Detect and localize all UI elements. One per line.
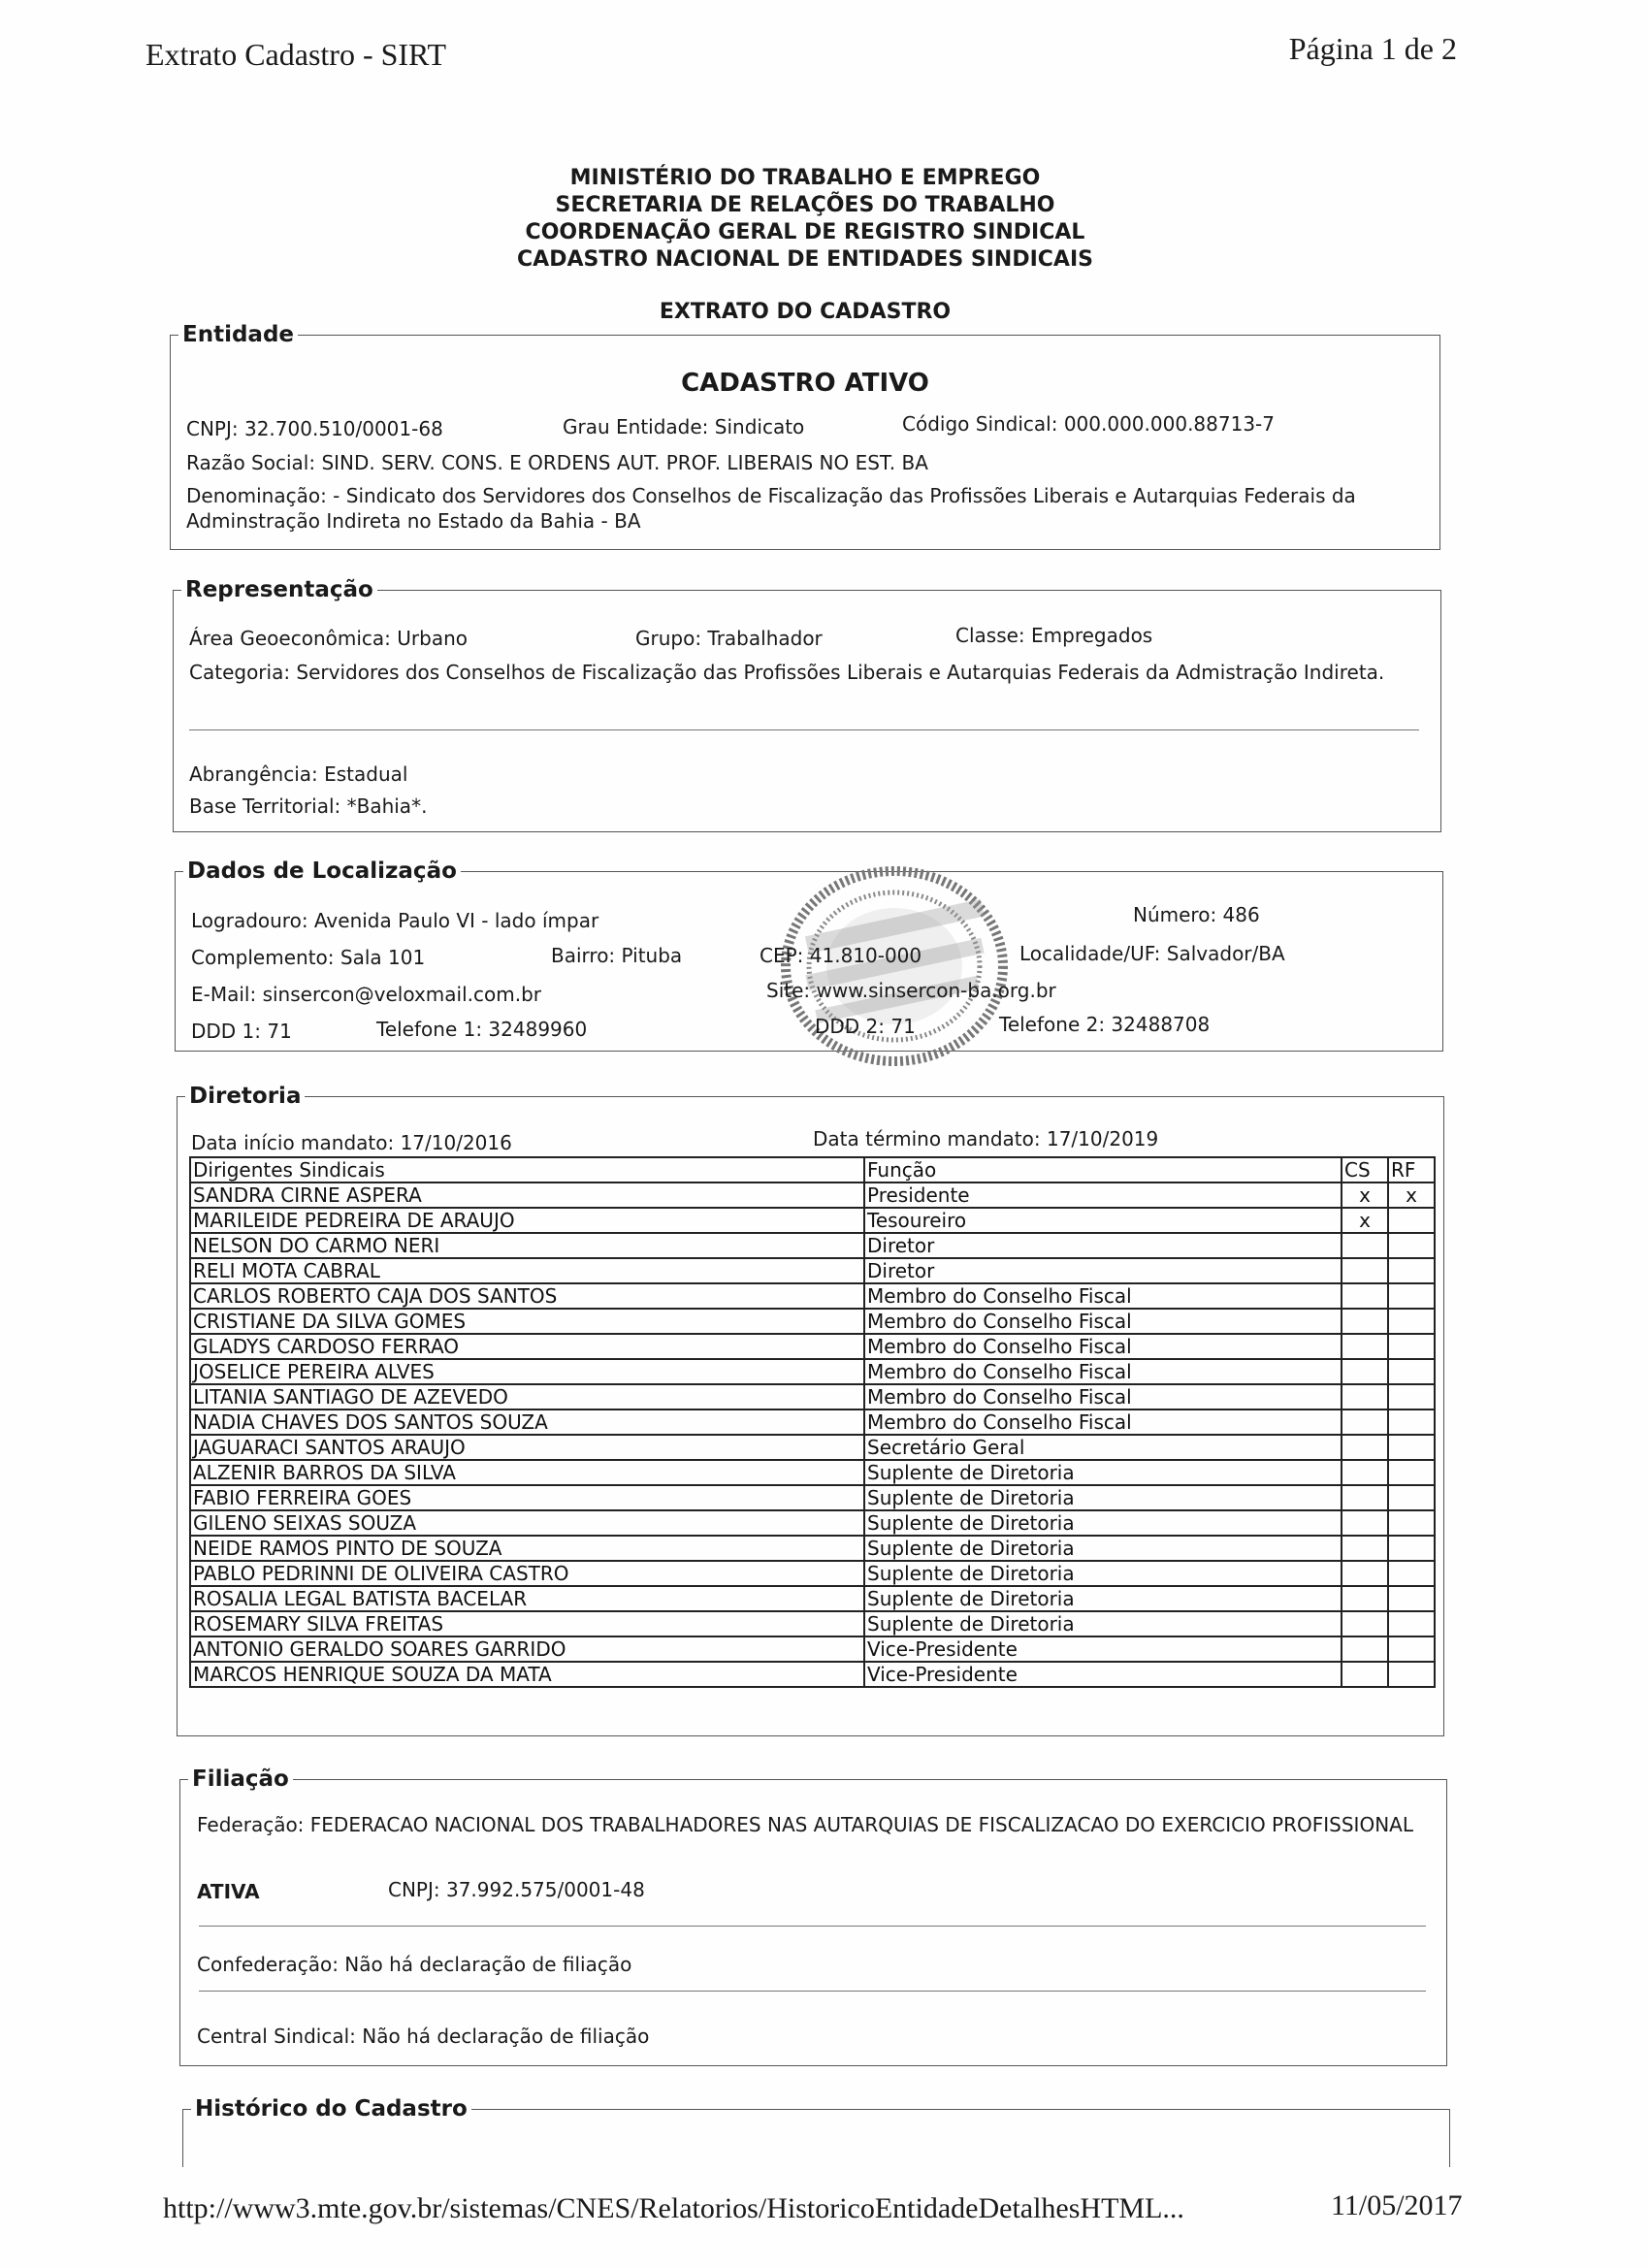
funcao-cell: Suplente de Diretoria	[864, 1536, 1342, 1561]
divider	[199, 1991, 1426, 1992]
dirigente-name-cell: GLADYS CARDOSO FERRAO	[190, 1334, 864, 1359]
funcao-cell: Suplente de Diretoria	[864, 1510, 1342, 1536]
cs-mark-cell	[1342, 1258, 1388, 1283]
dirigente-name-cell: LITANIA SANTIAGO DE AZEVEDO	[190, 1384, 864, 1409]
rf-mark-cell	[1388, 1359, 1435, 1384]
localizacao-section-title: Dados de Localização	[183, 857, 461, 886]
area-geoeconomica: Área Geoeconômica: Urbano	[189, 627, 468, 650]
rf-mark-cell	[1388, 1636, 1435, 1662]
entidade-section-title: Entidade	[178, 320, 298, 349]
dirigente-name-cell: ROSALIA LEGAL BATISTA BACELAR	[190, 1586, 864, 1611]
numero: Número: 486	[1133, 903, 1260, 926]
cs-mark-cell	[1342, 1283, 1388, 1309]
complemento: Complemento: Sala 101	[191, 946, 426, 969]
dirigente-name-cell: ALZENIR BARROS DA SILVA	[190, 1460, 864, 1485]
document-title-block	[0, 165, 1610, 274]
funcao-cell: Presidente	[864, 1183, 1342, 1208]
federacao-cnpj: CNPJ: 37.992.575/0001-48	[388, 1878, 645, 1901]
title-line: CADASTRO NACIONAL DE ENTIDADES SINDICAIS	[517, 247, 1093, 272]
cs-mark-cell	[1342, 1611, 1388, 1636]
rf-mark-cell	[1388, 1283, 1435, 1309]
cs-mark-cell	[1342, 1510, 1388, 1536]
cs-mark-cell	[1342, 1233, 1388, 1258]
site[interactable]: Site: www.sinsercon-ba.org.br	[766, 979, 1056, 1002]
cs-mark-cell	[1342, 1536, 1388, 1561]
historico-section	[182, 2096, 1450, 2167]
federacao-status: ATIVA	[197, 1880, 260, 1903]
dirigente-name-cell: JOSELICE PEREIRA ALVES	[190, 1359, 864, 1384]
print-footer-url: http://www3.mte.gov.br/sistemas/CNES/Relatorios/HistoricoEntidadeDetalhesHTML...	[163, 2192, 1184, 2224]
cs-mark-cell	[1342, 1485, 1388, 1510]
dirigente-name-cell: JAGUARACI SANTOS ARAUJO	[190, 1435, 864, 1460]
funcao-cell: Membro do Conselho Fiscal	[864, 1384, 1342, 1409]
funcao-cell: Membro do Conselho Fiscal	[864, 1409, 1342, 1435]
rf-mark-cell	[1388, 1384, 1435, 1409]
table-row	[190, 1309, 1435, 1334]
dirigente-name-cell: MARILEIDE PEDREIRA DE ARAUJO	[190, 1208, 864, 1233]
divider	[199, 1926, 1426, 1927]
dirigente-name-cell: NADIA CHAVES DOS SANTOS SOUZA	[190, 1409, 864, 1435]
representacao-section-title: Representação	[181, 575, 377, 604]
rf-mark-cell	[1388, 1561, 1435, 1586]
table-row	[190, 1283, 1435, 1309]
funcao-cell: Membro do Conselho Fiscal	[864, 1334, 1342, 1359]
dirigentes-table-body	[190, 1183, 1435, 1687]
rf-mark-cell	[1388, 1510, 1435, 1536]
cs-mark-cell	[1342, 1334, 1388, 1359]
logradouro: Logradouro: Avenida Paulo VI - lado ímpar	[191, 909, 599, 932]
rf-mark-cell	[1388, 1485, 1435, 1510]
dirigente-name-cell: ANTONIO GERALDO SOARES GARRIDO	[190, 1636, 864, 1662]
column-header-cs: CS	[1342, 1157, 1388, 1183]
funcao-cell: Diretor	[864, 1258, 1342, 1283]
historico-section-title: Histórico do Cadastro	[191, 2094, 471, 2123]
print-footer-date: 11/05/2017	[1331, 2189, 1463, 2221]
cs-mark-cell	[1342, 1636, 1388, 1662]
rf-mark-cell	[1388, 1435, 1435, 1460]
rf-mark-cell	[1388, 1409, 1435, 1435]
funcao-cell: Suplente de Diretoria	[864, 1460, 1342, 1485]
document-subtitle: EXTRATO DO CADASTRO	[659, 300, 952, 324]
table-row	[190, 1662, 1435, 1687]
table-row	[190, 1561, 1435, 1586]
categoria: Categoria: Servidores dos Conselhos de Fiscalização das Profissões Liberais e Autarquias Federais da Admistração Indireta.	[189, 661, 1385, 684]
telefone-2: Telefone 2: 32488708	[999, 1013, 1211, 1036]
entidade-cnpj: CNPJ: 32.700.510/0001-68	[186, 417, 443, 440]
funcao-cell: Diretor	[864, 1233, 1342, 1258]
rf-mark-cell	[1388, 1460, 1435, 1485]
rf-mark-cell	[1388, 1233, 1435, 1258]
base-territorial: Base Territorial: *Bahia*.	[189, 794, 428, 818]
federacao: Federação: FEDERACAO NACIONAL DOS TRABALHADORES NAS AUTARQUIAS DE FISCALIZACAO DO EXERCICIO PROFISSIONAL	[197, 1813, 1413, 1836]
dirigente-name-cell: NELSON DO CARMO NERI	[190, 1233, 864, 1258]
rf-mark-cell	[1388, 1586, 1435, 1611]
funcao-cell: Suplente de Diretoria	[864, 1485, 1342, 1510]
print-header-title: Extrato Cadastro - SIRT	[146, 37, 447, 72]
telefone-1: Telefone 1: 32489960	[376, 1018, 588, 1041]
title-line: SECRETARIA DE RELAÇÕES DO TRABALHO	[555, 193, 1055, 217]
abrangencia: Abrangência: Estadual	[189, 762, 408, 786]
column-header-funcao: Função	[864, 1157, 1342, 1183]
rf-mark-cell	[1388, 1258, 1435, 1283]
funcao-cell: Secretário Geral	[864, 1435, 1342, 1460]
column-header-dirigentes: Dirigentes Sindicais	[190, 1157, 864, 1183]
rf-mark-cell	[1388, 1662, 1435, 1687]
rf-mark-cell: x	[1388, 1183, 1435, 1208]
title-line: MINISTÉRIO DO TRABALHO E EMPREGO	[569, 166, 1041, 190]
cep: CEP: 41.810-000	[760, 944, 922, 967]
table-row	[190, 1233, 1435, 1258]
print-header-page: Página 1 de 2	[1288, 31, 1457, 66]
entidade-codigo-sindical: Código Sindical: 000.000.000.88713-7	[902, 412, 1275, 436]
rf-mark-cell	[1388, 1536, 1435, 1561]
entidade-razao-social: Razão Social: SIND. SERV. CONS. E ORDENS AUT. PROF. LIBERAIS NO EST. BA	[186, 451, 928, 474]
data-inicio-mandato: Data início mandato: 17/10/2016	[191, 1131, 512, 1154]
email[interactable]: E-Mail: sinsercon@veloxmail.com.br	[191, 983, 541, 1006]
cs-mark-cell	[1342, 1586, 1388, 1611]
table-row	[190, 1208, 1435, 1233]
funcao-cell: Suplente de Diretoria	[864, 1586, 1342, 1611]
dirigente-name-cell: GILENO SEIXAS SOUZA	[190, 1510, 864, 1536]
title-line: COORDENAÇÃO GERAL DE REGISTRO SINDICAL	[525, 220, 1085, 244]
cs-mark-cell	[1342, 1309, 1388, 1334]
filiacao-section-title: Filiação	[188, 1765, 293, 1794]
confederacao: Confederação: Não há declaração de filiação	[197, 1953, 632, 1976]
table-row	[190, 1384, 1435, 1409]
dirigente-name-cell: ROSEMARY SILVA FREITAS	[190, 1611, 864, 1636]
cs-mark-cell	[1342, 1359, 1388, 1384]
rf-mark-cell	[1388, 1611, 1435, 1636]
table-row	[190, 1183, 1435, 1208]
table-row	[190, 1435, 1435, 1460]
cs-mark-cell	[1342, 1409, 1388, 1435]
funcao-cell: Suplente de Diretoria	[864, 1611, 1342, 1636]
dirigente-name-cell: PABLO PEDRINNI DE OLIVEIRA CASTRO	[190, 1561, 864, 1586]
dirigente-name-cell: CRISTIANE DA SILVA GOMES	[190, 1309, 864, 1334]
ddd-1: DDD 1: 71	[191, 1020, 292, 1043]
rf-mark-cell	[1388, 1309, 1435, 1334]
dirigente-name-cell: MARCOS HENRIQUE SOUZA DA MATA	[190, 1662, 864, 1687]
dirigente-name-cell: SANDRA CIRNE ASPERA	[190, 1183, 864, 1208]
table-row	[190, 1510, 1435, 1536]
rf-mark-cell	[1388, 1208, 1435, 1233]
classe: Classe: Empregados	[955, 624, 1153, 647]
table-row	[190, 1359, 1435, 1384]
table-row	[190, 1460, 1435, 1485]
funcao-cell: Tesoureiro	[864, 1208, 1342, 1233]
funcao-cell: Vice-Presidente	[864, 1636, 1342, 1662]
table-row	[190, 1258, 1435, 1283]
cadastro-status: CADASTRO ATIVO	[681, 369, 929, 398]
funcao-cell: Vice-Presidente	[864, 1662, 1342, 1687]
cs-mark-cell	[1342, 1435, 1388, 1460]
funcao-cell: Suplente de Diretoria	[864, 1561, 1342, 1586]
table-row	[190, 1409, 1435, 1435]
dirigentes-table	[189, 1156, 1436, 1688]
funcao-cell: Membro do Conselho Fiscal	[864, 1309, 1342, 1334]
table-row	[190, 1334, 1435, 1359]
divider	[189, 729, 1419, 730]
diretoria-section-title: Diretoria	[185, 1082, 305, 1111]
data-termino-mandato: Data término mandato: 17/10/2019	[813, 1127, 1159, 1150]
cs-mark-cell: x	[1342, 1208, 1388, 1233]
rf-mark-cell	[1388, 1334, 1435, 1359]
cs-mark-cell	[1342, 1662, 1388, 1687]
bairro: Bairro: Pituba	[551, 944, 683, 967]
table-row	[190, 1536, 1435, 1561]
dirigente-name-cell: FABIO FERREIRA GOES	[190, 1485, 864, 1510]
cs-mark-cell	[1342, 1384, 1388, 1409]
grupo: Grupo: Trabalhador	[635, 627, 823, 650]
table-row	[190, 1636, 1435, 1662]
funcao-cell: Membro do Conselho Fiscal	[864, 1283, 1342, 1309]
funcao-cell: Membro do Conselho Fiscal	[864, 1359, 1342, 1384]
dirigente-name-cell: NEIDE RAMOS PINTO DE SOUZA	[190, 1536, 864, 1561]
entidade-denominacao: Denominação: - Sindicato dos Servidores dos Conselhos de Fiscalização das Profissões Liberais e Autarquias Federais da Adminstração Indireta no Estado da Bahia - BA	[186, 484, 1356, 533]
dirigente-name-cell: RELI MOTA CABRAL	[190, 1258, 864, 1283]
dirigente-name-cell: CARLOS ROBERTO CAJA DOS SANTOS	[190, 1283, 864, 1309]
table-row	[190, 1485, 1435, 1510]
localidade-uf: Localidade/UF: Salvador/BA	[1019, 942, 1285, 965]
entidade-grau: Grau Entidade: Sindicato	[563, 415, 805, 438]
table-row	[190, 1586, 1435, 1611]
central-sindical: Central Sindical: Não há declaração de filiação	[197, 2025, 650, 2048]
column-header-rf: RF	[1388, 1157, 1435, 1183]
table-header-row	[190, 1157, 1435, 1183]
cs-mark-cell	[1342, 1561, 1388, 1586]
table-row	[190, 1611, 1435, 1636]
cs-mark-cell	[1342, 1460, 1388, 1485]
ddd-2: DDD 2: 71	[815, 1015, 916, 1038]
cs-mark-cell: x	[1342, 1183, 1388, 1208]
